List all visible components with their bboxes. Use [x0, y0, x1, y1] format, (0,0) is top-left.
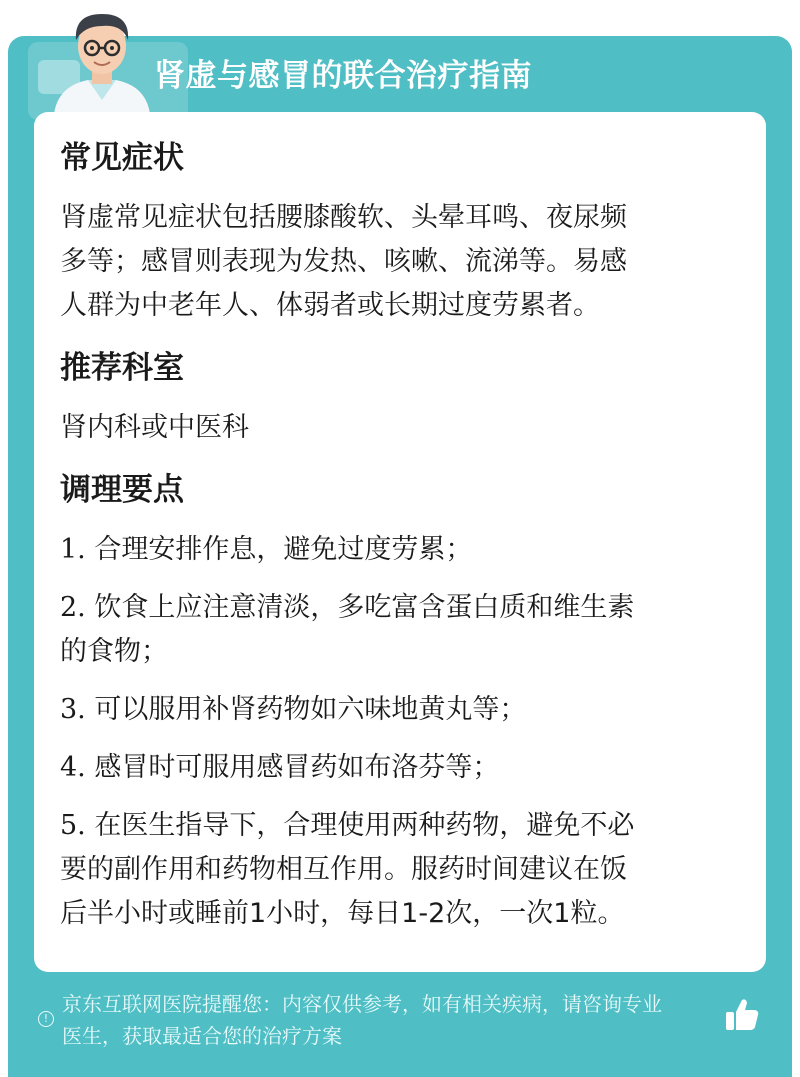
list-item-text: 的食物； [60, 636, 168, 667]
section-heading-department: 推荐科室 [60, 350, 184, 386]
footer-line: 京东互联网医院提醒您：内容仅供参考，如有相关疾病，请咨询专业 [62, 992, 662, 1016]
list-item-number: 5. [60, 810, 86, 841]
footer-disclaimer [62, 988, 732, 1052]
page-title: 肾虚与感冒的联合治疗指南 [154, 58, 532, 94]
symptoms-line: 人群为中老年人、体弱者或长期过度劳累者。 [60, 290, 600, 321]
list-item [60, 586, 730, 674]
list-item-text: 可以服用补肾药物如六味地黄丸等； [94, 694, 527, 725]
list-item-number: 1. [60, 534, 86, 565]
content-body [60, 136, 730, 936]
list-item-text: 要的副作用和药物相互作用。服药时间建议在饭 [60, 854, 627, 885]
list-item-text: 饮食上应注意清淡，多吃富含蛋白质和维生素 [94, 592, 635, 623]
list-item [60, 804, 730, 936]
list-item [60, 528, 730, 572]
footer-line: 医生，获取最适合您的治疗方案 [62, 1024, 342, 1048]
thumbs-up-icon[interactable] [724, 996, 760, 1034]
section-heading-symptoms: 常见症状 [60, 140, 184, 176]
doctor-avatar [48, 4, 156, 114]
symptoms-line: 肾虚常见症状包括腰膝酸软、头晕耳鸣、夜尿频 [60, 202, 627, 233]
list-item [60, 746, 730, 790]
list-item [60, 688, 730, 732]
list-item-text: 在医生指导下，合理使用两种药物，避免不必 [94, 810, 635, 841]
list-item-text: 感冒时可服用感冒药如布洛芬等； [94, 752, 500, 783]
list-item-text: 后半小时或睡前1小时，每日1-2次，一次1粒。 [60, 898, 625, 929]
list-item-number: 2. [60, 592, 86, 623]
section-heading-care-tips: 调理要点 [60, 472, 184, 508]
symptoms-line: 多等；感冒则表现为发热、咳嗽、流涕等。易感 [60, 246, 627, 277]
department-text: 肾内科或中医科 [60, 412, 249, 443]
list-item-number: 4. [60, 752, 86, 783]
info-icon: ! [38, 1011, 54, 1027]
list-item-text: 合理安排作息，避免过度劳累； [94, 534, 473, 565]
list-item-number: 3. [60, 694, 86, 725]
